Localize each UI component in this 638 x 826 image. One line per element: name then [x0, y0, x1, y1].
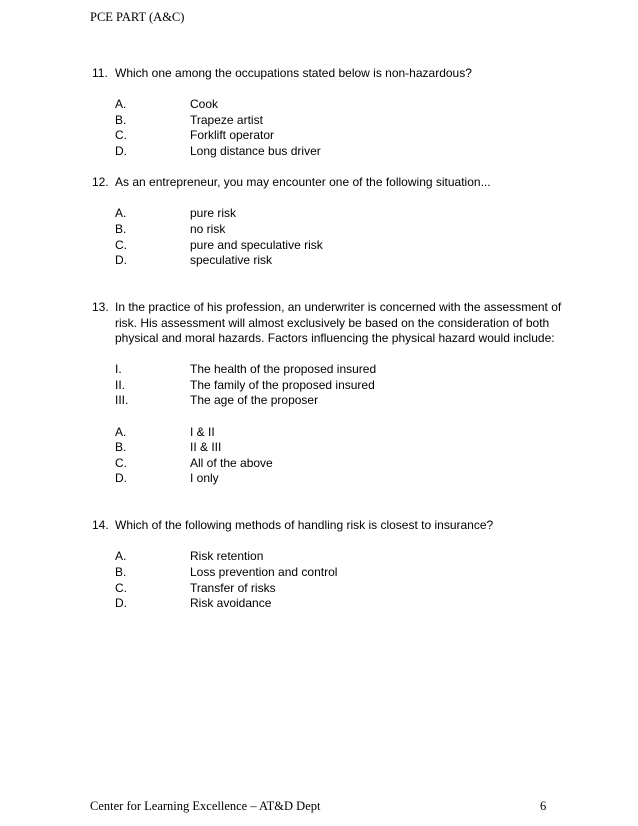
option-b	[115, 222, 562, 238]
option-c	[115, 456, 562, 472]
option-list	[92, 206, 562, 268]
option-c	[115, 238, 562, 254]
option-list	[92, 549, 562, 611]
statement-i	[115, 362, 562, 378]
option-text: pure risk	[190, 206, 237, 221]
statement-text: The age of the proposer	[190, 393, 319, 408]
option-letter: D.	[115, 253, 127, 268]
statement-numeral: I.	[115, 362, 122, 377]
statement-text: The family of the proposed insured	[190, 377, 375, 392]
question-number: 13.	[92, 299, 109, 314]
option-c	[115, 581, 562, 597]
option-b	[115, 113, 562, 129]
option-text: Long distance bus driver	[190, 143, 321, 158]
option-text: pure and speculative risk	[190, 237, 323, 252]
statement-numeral: III.	[115, 393, 129, 408]
option-a	[115, 97, 562, 113]
option-letter: A.	[115, 549, 127, 564]
option-list	[92, 97, 562, 159]
option-d	[115, 471, 562, 487]
option-text: Trapeze artist	[190, 112, 263, 127]
option-text: Cook	[190, 97, 219, 112]
question-head	[92, 175, 562, 191]
page-footer: Center for Learning Excellence – AT&D Dept	[90, 799, 321, 813]
option-text: speculative risk	[190, 253, 273, 268]
option-text: Transfer of risks	[190, 580, 276, 595]
option-text: no risk	[190, 221, 226, 236]
option-letter: C.	[115, 580, 127, 595]
question-number: 11.	[92, 66, 108, 80]
question-head	[92, 66, 562, 82]
question-list	[92, 66, 562, 612]
question-11	[92, 66, 562, 160]
option-text: I only	[190, 471, 219, 486]
question-text: In the practice of his profession, an underwriter is concerned with the assessment of risk. His assessment will almost exclusively be based on the consideration of both physical and moral hazards. Factors influencing the physical hazard would include:	[115, 299, 562, 346]
option-a	[115, 206, 562, 222]
statement-text: The health of the proposed insured	[190, 362, 377, 377]
option-a	[115, 549, 562, 565]
option-text: All of the above	[190, 455, 273, 470]
question-13	[92, 300, 562, 487]
option-a	[115, 425, 562, 441]
option-letter: D.	[115, 143, 127, 158]
option-letter: A.	[115, 97, 127, 112]
statement-iii	[115, 393, 562, 409]
page-number: 6	[540, 799, 547, 813]
page-header: PCE PART (A&C)	[90, 10, 185, 24]
question-head	[92, 300, 562, 347]
option-text: Risk retention	[190, 549, 264, 564]
statement-ii	[115, 378, 562, 394]
option-letter: B.	[115, 440, 127, 455]
option-letter: B.	[115, 221, 127, 236]
option-letter: C.	[115, 455, 127, 470]
question-14	[92, 518, 562, 612]
option-letter: A.	[115, 424, 127, 439]
question-number: 12.	[92, 175, 109, 190]
option-d	[115, 596, 562, 612]
question-12	[92, 175, 562, 269]
option-list	[92, 425, 562, 487]
statement-list	[92, 362, 562, 409]
question-text: Which one among the occupations stated below is non-hazardous?	[115, 66, 472, 80]
option-letter: C.	[115, 128, 127, 143]
option-b	[115, 440, 562, 456]
option-d	[115, 144, 562, 160]
statement-numeral: II.	[115, 377, 126, 392]
option-letter: C.	[115, 237, 127, 252]
question-number: 14.	[92, 518, 109, 533]
question-head	[92, 518, 562, 534]
option-d	[115, 253, 562, 269]
option-text: Forklift operator	[190, 128, 275, 143]
option-c	[115, 128, 562, 144]
option-letter: B.	[115, 112, 127, 127]
question-text: Which of the following methods of handling risk is closest to insurance?	[115, 518, 494, 533]
option-letter: A.	[115, 206, 127, 221]
option-text: I & II	[190, 424, 215, 439]
question-text: As an entrepreneur, you may encounter one of the following situation...	[115, 175, 491, 190]
option-text: Loss prevention and control	[190, 565, 338, 579]
option-text: II & III	[190, 440, 222, 455]
option-text: Risk avoidance	[190, 596, 272, 611]
option-b	[115, 565, 562, 581]
option-letter: B.	[115, 565, 127, 579]
option-letter: D.	[115, 471, 127, 486]
option-letter: D.	[115, 596, 127, 611]
